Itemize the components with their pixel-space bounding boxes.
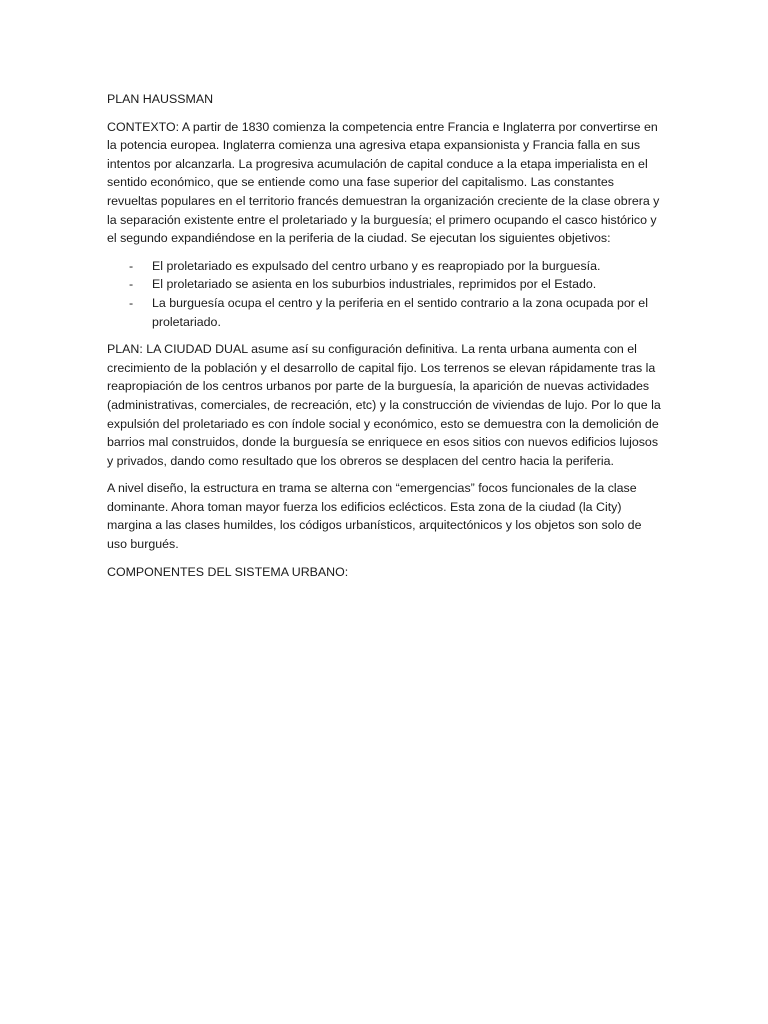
bullet-dash: - [129,258,134,273]
list-item [107,275,663,294]
list-item-text: El proletariado es expulsado del centro urbano y es reapropiado por la burguesía. [152,258,601,273]
list-item [107,294,663,331]
bullet-dash: - [129,277,134,292]
list-item [107,257,663,276]
list-item-text: El proletariado se asienta en los suburbios industriales, reprimidos por el Estado. [152,277,597,292]
list-item-text: La burguesía ocupa el centro y la periferia en el sentido contrario a la zona ocupada por el proletariado. [152,295,648,329]
context-paragraph: CONTEXTO: A partir de 1830 comienza la competencia entre Francia e Inglaterra por convertirse en la potencia europea. Inglaterra comienza una agresiva etapa expansionista y Francia falla en sus intentos por alcanzarla. La progresiva acumulación de capital conduce a la etapa imperialista en el sentido económico, que se entiende como una fase superior del capitalismo. Las constantes revueltas populares en el territorio francés demuestran la organización creciente de la clase obrera y la separación existente entre el proletariado y la burguesía; el primero ocupando el casco histórico y el segundo expandiéndose en la periferia de la ciudad. Se ejecutan los siguientes objetivos: [107,119,660,246]
plan-paragraph: PLAN: LA CIUDAD DUAL asume así su configuración definitiva. La renta urbana aumenta con el crecimiento de la población y el desarrollo de capital fijo. Los terrenos se elevan rápidamente tras la reapropiación de los centros urbanos por parte de la burguesía, la aparición de nuevas actividades (administrativas, comerciales, de recreación, etc) y la construcción de viviendas de lujo. Por lo que la expulsión del proletariado es con índole social y económico, esto se demuestra con la demolición de barrios mal construidos, donde la burguesía se enriquece en esos sitios con nuevos edificios lujosos y privados, dando como resultado que los obreros se desplacen del centro hacia la periferia. [107,342,661,468]
bullet-dash: - [129,295,134,310]
document-title: PLAN HAUSSMAN [107,92,214,106]
document-body [107,90,663,590]
objectives-list [107,257,663,331]
components-heading: COMPONENTES DEL SISTEMA URBANO: [107,564,349,579]
design-paragraph: A nivel diseño, la estructura en trama se alterna con “emergencias” focos funcionales de la clase dominante. Ahora toman mayor fuerza los edificios eclécticos. Esta zona de la ciudad (la City) margina a las clases humildes, los códigos urbanísticos, arquitectónicos y los objetos son solo de uso burgués. [107,481,642,552]
